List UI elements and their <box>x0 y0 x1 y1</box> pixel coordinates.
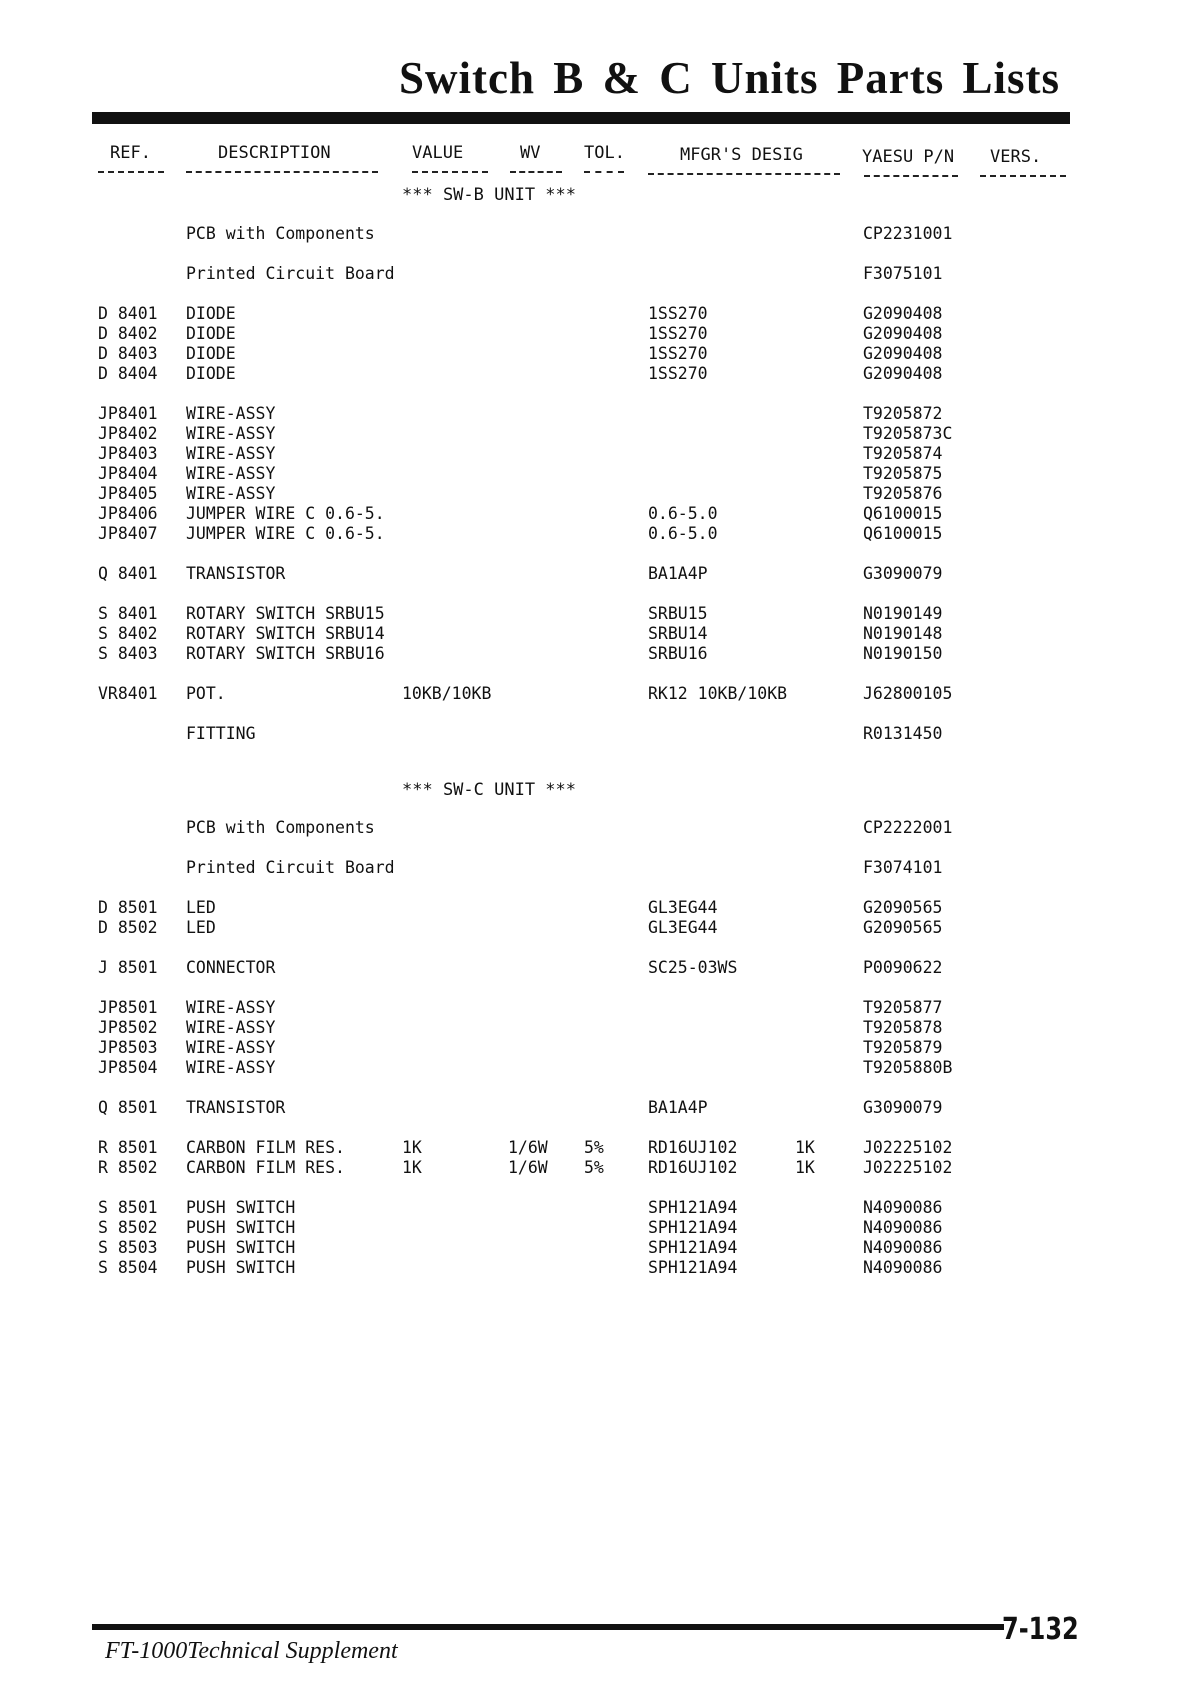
cell-ref: S 8401 <box>98 604 158 623</box>
cell-ref: D 8501 <box>98 898 158 917</box>
cell-pn: T9205878 <box>863 1018 943 1037</box>
bottom-rule <box>92 1624 1004 1630</box>
cell-pn: T9205872 <box>863 404 943 423</box>
cell-desc: WIRE-ASSY <box>186 1038 276 1057</box>
cell-mfgr: RK12 10KB/10KB <box>648 684 788 703</box>
cell-desc: WIRE-ASSY <box>186 444 276 463</box>
table-row <box>0 1038 1190 1058</box>
table-row <box>0 324 1190 344</box>
cell-mfgr: SPH121A94 <box>648 1258 738 1277</box>
cell-ref: S 8503 <box>98 1238 158 1257</box>
cell-desc: CARBON FILM RES. <box>186 1158 345 1177</box>
header-underline <box>584 171 624 173</box>
cell-desc: ROTARY SWITCH SRBU14 <box>186 624 385 643</box>
header-underline <box>98 171 164 173</box>
cell-pn: T9205874 <box>863 444 943 463</box>
cell-ref: D 8502 <box>98 918 158 937</box>
header-underline <box>864 175 958 177</box>
section-title-swc: *** SW-C UNIT *** <box>402 780 576 800</box>
cell-pn: CP2222001 <box>863 818 953 837</box>
cell-tol: 5% <box>584 1158 604 1177</box>
cell-desc: JUMPER WIRE C 0.6-5. <box>186 524 385 543</box>
table-row <box>0 918 1190 938</box>
cell-pn: N4090086 <box>863 1238 943 1257</box>
table-row <box>0 958 1190 978</box>
cell-desc: PUSH SWITCH <box>186 1258 296 1277</box>
cell-pn: G3090079 <box>863 1098 943 1117</box>
cell-pn: J62800105 <box>863 684 953 703</box>
cell-pn: T9205877 <box>863 998 943 1017</box>
cell-desc: WIRE-ASSY <box>186 484 276 503</box>
table-row <box>0 524 1190 544</box>
cell-desc: ROTARY SWITCH SRBU15 <box>186 604 385 623</box>
cell-ref: S 8504 <box>98 1258 158 1277</box>
cell-desc: Printed Circuit Board <box>186 858 395 877</box>
cell-pn: R0131450 <box>863 724 943 743</box>
table-row <box>0 684 1190 704</box>
cell-desc: DIODE <box>186 364 236 383</box>
cell-ref: JP8502 <box>98 1018 158 1037</box>
cell-ref: R 8502 <box>98 1158 158 1177</box>
cell-mfgr: GL3EG44 <box>648 918 718 937</box>
cell-ref: S 8502 <box>98 1218 158 1237</box>
cell-ref: D 8401 <box>98 304 158 323</box>
cell-mfgr: BA1A4P <box>648 564 708 583</box>
table-row <box>0 464 1190 484</box>
cell-ref: D 8403 <box>98 344 158 363</box>
cell-mfgr: BA1A4P <box>648 1098 708 1117</box>
cell-desc: TRANSISTOR <box>186 564 286 583</box>
cell-desc: DIODE <box>186 304 236 323</box>
cell-mfgr: SRBU14 <box>648 624 708 643</box>
cell-desc: CARBON FILM RES. <box>186 1138 345 1157</box>
cell-pn: N0190149 <box>863 604 943 623</box>
table-row <box>0 1198 1190 1218</box>
table-row <box>0 1058 1190 1078</box>
col-pn: YAESU P/N <box>862 147 955 167</box>
col-wv: WV <box>520 143 541 163</box>
cell-pn: G2090408 <box>863 304 943 323</box>
cell-pn: T9205876 <box>863 484 943 503</box>
cell-ref: JP8403 <box>98 444 158 463</box>
cell-desc: DIODE <box>186 344 236 363</box>
cell-pn: Q6100015 <box>863 504 943 523</box>
cell-mfgr2: 1K <box>795 1158 815 1177</box>
cell-value: 10KB/10KB <box>402 684 492 703</box>
cell-value: 1K <box>402 1138 422 1157</box>
cell-pn: G3090079 <box>863 564 943 583</box>
table-row <box>0 224 1190 244</box>
table-row <box>0 624 1190 644</box>
cell-mfgr: 1SS270 <box>648 344 708 363</box>
cell-desc: PCB with Components <box>186 818 375 837</box>
table-row <box>0 304 1190 324</box>
table-row <box>0 364 1190 384</box>
table-row <box>0 1158 1190 1178</box>
header-underline <box>980 175 1066 177</box>
cell-pn: F3074101 <box>863 858 943 877</box>
cell-desc: TRANSISTOR <box>186 1098 286 1117</box>
cell-ref: JP8405 <box>98 484 158 503</box>
col-tol: TOL. <box>584 143 625 163</box>
cell-mfgr: GL3EG44 <box>648 898 718 917</box>
header-underline <box>186 171 378 173</box>
cell-mfgr: 1SS270 <box>648 364 708 383</box>
cell-desc: WIRE-ASSY <box>186 464 276 483</box>
cell-desc: PUSH SWITCH <box>186 1238 296 1257</box>
cell-mfgr: SRBU15 <box>648 604 708 623</box>
cell-pn: N4090086 <box>863 1258 943 1277</box>
cell-desc: WIRE-ASSY <box>186 1058 276 1077</box>
table-row <box>0 424 1190 444</box>
table-row <box>0 724 1190 744</box>
table-row <box>0 1138 1190 1158</box>
cell-desc: ROTARY SWITCH SRBU16 <box>186 644 385 663</box>
table-row <box>0 504 1190 524</box>
cell-ref: JP8407 <box>98 524 158 543</box>
cell-desc: PUSH SWITCH <box>186 1218 296 1237</box>
header-underline <box>648 173 840 175</box>
cell-value: 1K <box>402 1158 422 1177</box>
cell-mfgr: RD16UJ102 <box>648 1158 738 1177</box>
table-row <box>0 444 1190 464</box>
table-row <box>0 1018 1190 1038</box>
table-row <box>0 1258 1190 1278</box>
cell-pn: G2090565 <box>863 918 943 937</box>
cell-ref: D 8404 <box>98 364 158 383</box>
cell-pn: F3075101 <box>863 264 943 283</box>
section-title-swb: *** SW-B UNIT *** <box>402 185 576 205</box>
cell-mfgr: SPH121A94 <box>648 1218 738 1237</box>
cell-desc: JUMPER WIRE C 0.6-5. <box>186 504 385 523</box>
table-row <box>0 1238 1190 1258</box>
table-row <box>0 264 1190 284</box>
top-rule <box>92 112 1070 124</box>
cell-desc: WIRE-ASSY <box>186 424 276 443</box>
header-underline <box>510 171 562 173</box>
cell-desc: WIRE-ASSY <box>186 998 276 1017</box>
page-number: 7-132 <box>1002 1612 1079 1647</box>
cell-ref: S 8402 <box>98 624 158 643</box>
cell-ref: JP8401 <box>98 404 158 423</box>
cell-wv: 1/6W <box>508 1158 548 1177</box>
document-name: FT-1000Technical Supplement <box>105 1638 398 1664</box>
cell-ref: Q 8501 <box>98 1098 158 1117</box>
table-row <box>0 604 1190 624</box>
cell-desc: LED <box>186 898 216 917</box>
table-row <box>0 564 1190 584</box>
cell-pn: N0190150 <box>863 644 943 663</box>
cell-desc: CONNECTOR <box>186 958 276 977</box>
cell-pn: G2090408 <box>863 364 943 383</box>
cell-desc: PCB with Components <box>186 224 375 243</box>
col-mfgr: MFGR'S DESIG <box>680 145 803 165</box>
cell-pn: T9205875 <box>863 464 943 483</box>
cell-pn: N4090086 <box>863 1198 943 1217</box>
cell-ref: JP8404 <box>98 464 158 483</box>
table-row <box>0 1098 1190 1118</box>
cell-mfgr: RD16UJ102 <box>648 1138 738 1157</box>
header-underline <box>412 171 488 173</box>
cell-wv: 1/6W <box>508 1138 548 1157</box>
cell-ref: S 8403 <box>98 644 158 663</box>
cell-ref: R 8501 <box>98 1138 158 1157</box>
cell-ref: S 8501 <box>98 1198 158 1217</box>
cell-mfgr2: 1K <box>795 1138 815 1157</box>
cell-pn: T9205880B <box>863 1058 953 1077</box>
cell-ref: VR8401 <box>98 684 158 703</box>
cell-ref: Q 8401 <box>98 564 158 583</box>
cell-mfgr: SC25-03WS <box>648 958 738 977</box>
table-row <box>0 344 1190 364</box>
table-row <box>0 998 1190 1018</box>
table-row <box>0 818 1190 838</box>
cell-mfgr: 0.6-5.0 <box>648 504 718 523</box>
cell-pn: T9205879 <box>863 1038 943 1057</box>
cell-ref: JP8402 <box>98 424 158 443</box>
cell-ref: JP8504 <box>98 1058 158 1077</box>
table-row <box>0 404 1190 424</box>
cell-desc: PUSH SWITCH <box>186 1198 296 1217</box>
table-row <box>0 1218 1190 1238</box>
table-row <box>0 858 1190 878</box>
cell-pn: J02225102 <box>863 1138 953 1157</box>
cell-pn: T9205873C <box>863 424 953 443</box>
col-value: VALUE <box>412 143 464 163</box>
cell-mfgr: SPH121A94 <box>648 1238 738 1257</box>
cell-pn: J02225102 <box>863 1158 953 1177</box>
table-row <box>0 484 1190 504</box>
cell-desc: FITTING <box>186 724 256 743</box>
cell-pn: G2090408 <box>863 344 943 363</box>
cell-mfgr: SRBU16 <box>648 644 708 663</box>
cell-ref: D 8402 <box>98 324 158 343</box>
cell-pn: N4090086 <box>863 1218 943 1237</box>
cell-desc: WIRE-ASSY <box>186 1018 276 1037</box>
cell-ref: JP8503 <box>98 1038 158 1057</box>
cell-ref: J 8501 <box>98 958 158 977</box>
col-ref: REF. <box>110 143 151 163</box>
col-description: DESCRIPTION <box>218 143 331 163</box>
cell-mfgr: 1SS270 <box>648 304 708 323</box>
col-vers: VERS. <box>990 147 1042 167</box>
cell-mfgr: 0.6-5.0 <box>648 524 718 543</box>
cell-desc: DIODE <box>186 324 236 343</box>
table-row <box>0 644 1190 664</box>
page-title: Switch B & C Units Parts Lists <box>398 53 1060 103</box>
cell-ref: JP8406 <box>98 504 158 523</box>
cell-desc: WIRE-ASSY <box>186 404 276 423</box>
cell-pn: G2090408 <box>863 324 943 343</box>
table-row <box>0 898 1190 918</box>
cell-pn: Q6100015 <box>863 524 943 543</box>
cell-pn: P0090622 <box>863 958 943 977</box>
cell-mfgr: 1SS270 <box>648 324 708 343</box>
cell-tol: 5% <box>584 1138 604 1157</box>
cell-desc: POT. <box>186 684 226 703</box>
cell-pn: G2090565 <box>863 898 943 917</box>
cell-pn: CP2231001 <box>863 224 953 243</box>
cell-mfgr: SPH121A94 <box>648 1198 738 1217</box>
cell-desc: Printed Circuit Board <box>186 264 395 283</box>
cell-ref: JP8501 <box>98 998 158 1017</box>
cell-desc: LED <box>186 918 216 937</box>
cell-pn: N0190148 <box>863 624 943 643</box>
